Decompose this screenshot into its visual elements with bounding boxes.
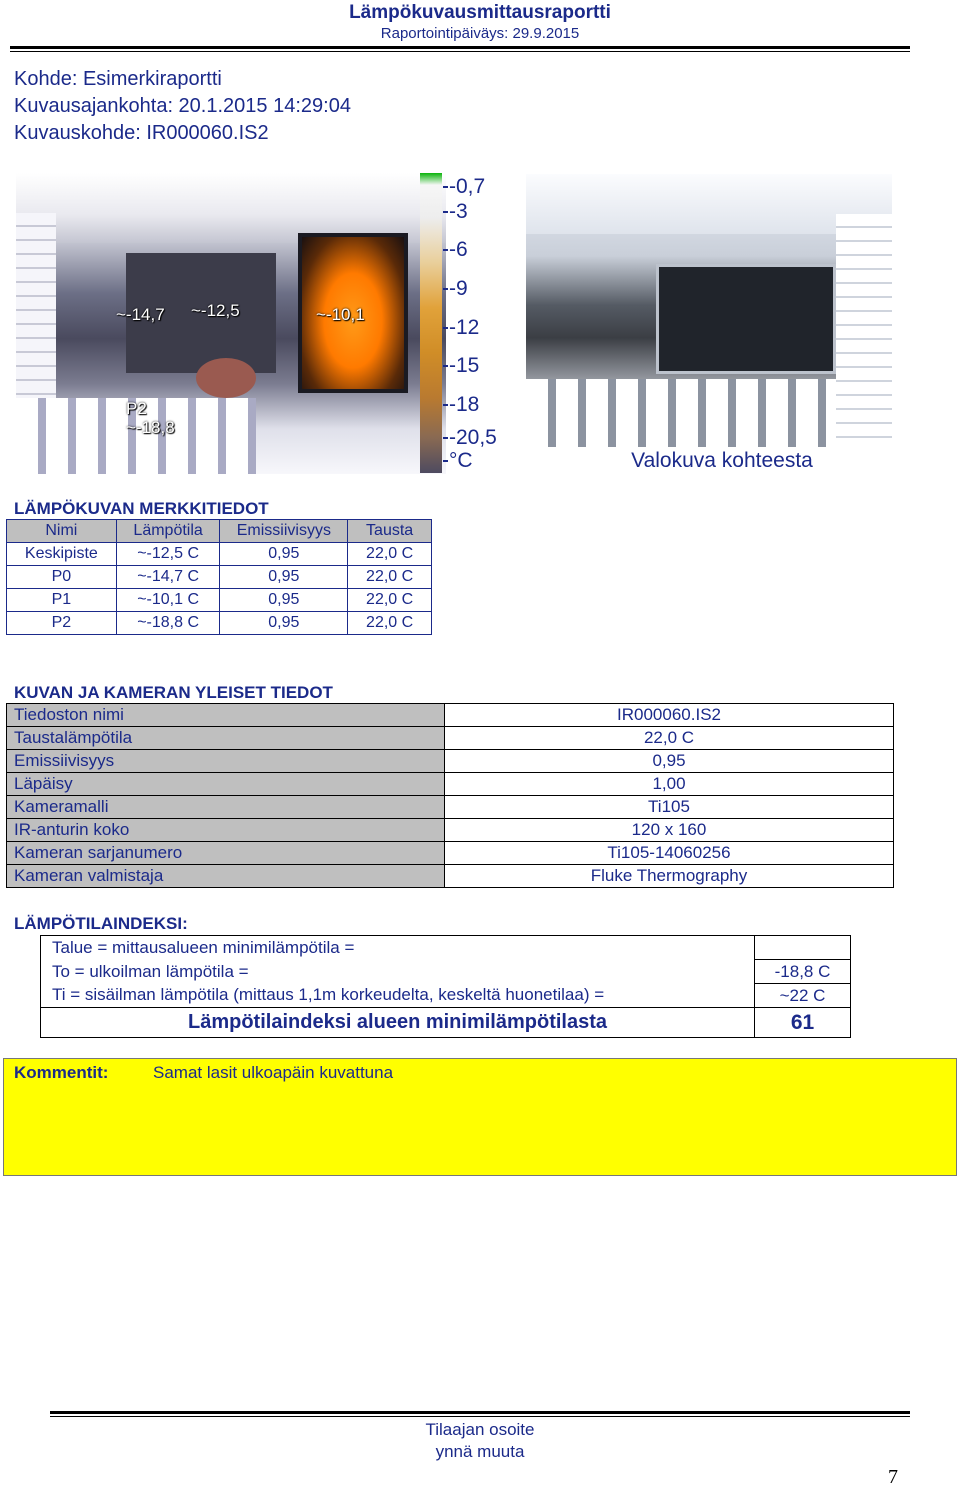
scale-tick: -15 [449,354,480,377]
comments-label: Kommentit: [14,1063,109,1082]
info-label: Kameramalli [7,796,445,819]
info-label: Läpäisy [7,773,445,796]
cell: P2 [7,612,117,635]
col-header: Nimi [7,520,117,543]
report-title: Lämpökuvausmittausraportti [349,2,611,23]
table-row [7,819,894,842]
cell: ~-14,7 C [116,566,220,589]
col-header: Lämpötila [116,520,220,543]
cell: 0,95 [220,589,348,612]
cell: 22,0 C [348,543,432,566]
comments-text: Samat lasit ulkoapäin kuvattuna [153,1063,394,1082]
scale-tick: -9 [449,277,468,300]
table-row [41,1008,851,1038]
table-row [7,750,894,773]
cell: 0,95 [220,612,348,635]
info-label: Tiedoston nimi [7,704,445,727]
scale-tick: -6 [449,238,468,261]
camera-info-table [6,703,894,888]
header-rule-thin [10,51,910,52]
ir-label-center: ~-12,5 [191,301,240,320]
visual-photo [526,174,892,447]
table-row [41,936,851,960]
cell: P0 [7,566,117,589]
cell: 0,95 [220,543,348,566]
index-table [40,935,851,1038]
col-header: Emissiivisyys [220,520,348,543]
table-row [7,589,432,612]
cell: 0,95 [220,566,348,589]
col-header: Tausta [348,520,432,543]
ir-label-p2: P2 [126,399,147,418]
table-row [7,865,894,888]
header-rule [10,46,910,49]
info-label: IR-anturin koko [7,819,445,842]
table-row [7,727,894,750]
table-row [41,960,851,984]
info-value: 0,95 [445,750,894,773]
target-name: Kohde: Esimerkiraportti [14,68,222,90]
scale-tick: -3 [449,200,468,223]
scale-tick: -18 [449,393,480,416]
table-row [7,566,432,589]
index-talue-value [755,936,851,960]
table-row [41,984,851,1008]
thermal-plant [196,358,256,398]
table-row [7,796,894,819]
photo-window [656,264,836,374]
index-result-value: 61 [755,1008,851,1038]
photo-post [836,214,892,447]
info-value: Ti105 [445,796,894,819]
cell: 22,0 C [348,612,432,635]
cell: 22,0 C [348,589,432,612]
photo-caption: Valokuva kohteesta [631,449,813,472]
markers-table [6,519,432,635]
ir-label-p0: ~-14,7 [116,305,165,324]
info-value: 1,00 [445,773,894,796]
photo-lattice [526,379,836,447]
footer-rule [50,1411,910,1414]
info-value: Fluke Thermography [445,865,894,888]
thermal-image [16,173,446,474]
index-result-label: Lämpötilaindeksi alueen minimilämpötilasta [41,1008,755,1038]
markers-title: LÄMPÖKUVAN MERKKITIEDOT [14,499,269,518]
index-talue-label: Talue = mittausalueen minimilämpötila = [41,936,755,960]
index-to-value: -18,8 C [755,960,851,984]
cell: Keskipiste [7,543,117,566]
camera-info-title: KUVAN JA KAMERAN YLEISET TIEDOT [14,683,333,702]
cell: ~-12,5 C [116,543,220,566]
table-row [7,704,894,727]
footer-misc: ynnä muuta [435,1442,525,1461]
info-value: 120 x 160 [445,819,894,842]
target-info [14,66,351,147]
scale-tick: -20,5 [449,426,497,449]
ir-label-p2-temp: ~-18,8 [126,418,175,437]
scale-unit: °C [449,449,473,472]
index-title: LÄMPÖTILAINDEKSI: [14,914,188,933]
capture-time: Kuvausajankohta: 20.1.2015 14:29:04 [14,95,351,117]
info-label: Kameran sarjanumero [7,842,445,865]
cell: ~-10,1 C [116,589,220,612]
scale-tick: -12 [449,316,480,339]
info-value: 22,0 C [445,727,894,750]
cell: ~-18,8 C [116,612,220,635]
report-date: Raportointipäiväys: 29.9.2015 [380,25,580,42]
table-header-row [7,520,432,543]
comments-box [3,1058,957,1176]
table-row [7,543,432,566]
table-row [7,842,894,865]
color-scale-bar [420,173,442,473]
footer-rule-thin [50,1416,910,1417]
info-value: IR000060.IS2 [445,704,894,727]
footer-address: Tilaajan osoite [425,1420,535,1439]
info-label: Taustalämpötila [7,727,445,750]
index-to-label: To = ulkoilman lämpötila = [41,960,755,984]
cell: P1 [7,589,117,612]
page-number: 7 [888,1466,898,1487]
info-label: Emissiivisyys [7,750,445,773]
table-row [7,612,432,635]
index-ti-label: Ti = sisäilman lämpötila (mittaus 1,1m korkeudelta, keskeltä huonetilaa) = [41,984,755,1008]
capture-file: Kuvauskohde: IR000060.IS2 [14,122,269,144]
table-row [7,773,894,796]
ir-label-p1: ~-10,1 [316,305,365,324]
info-value: Ti105-14060256 [445,842,894,865]
cell: 22,0 C [348,566,432,589]
scale-tick: -0,7 [449,175,486,198]
index-ti-value: ~22 C [755,984,851,1008]
info-label: Kameran valmistaja [7,865,445,888]
